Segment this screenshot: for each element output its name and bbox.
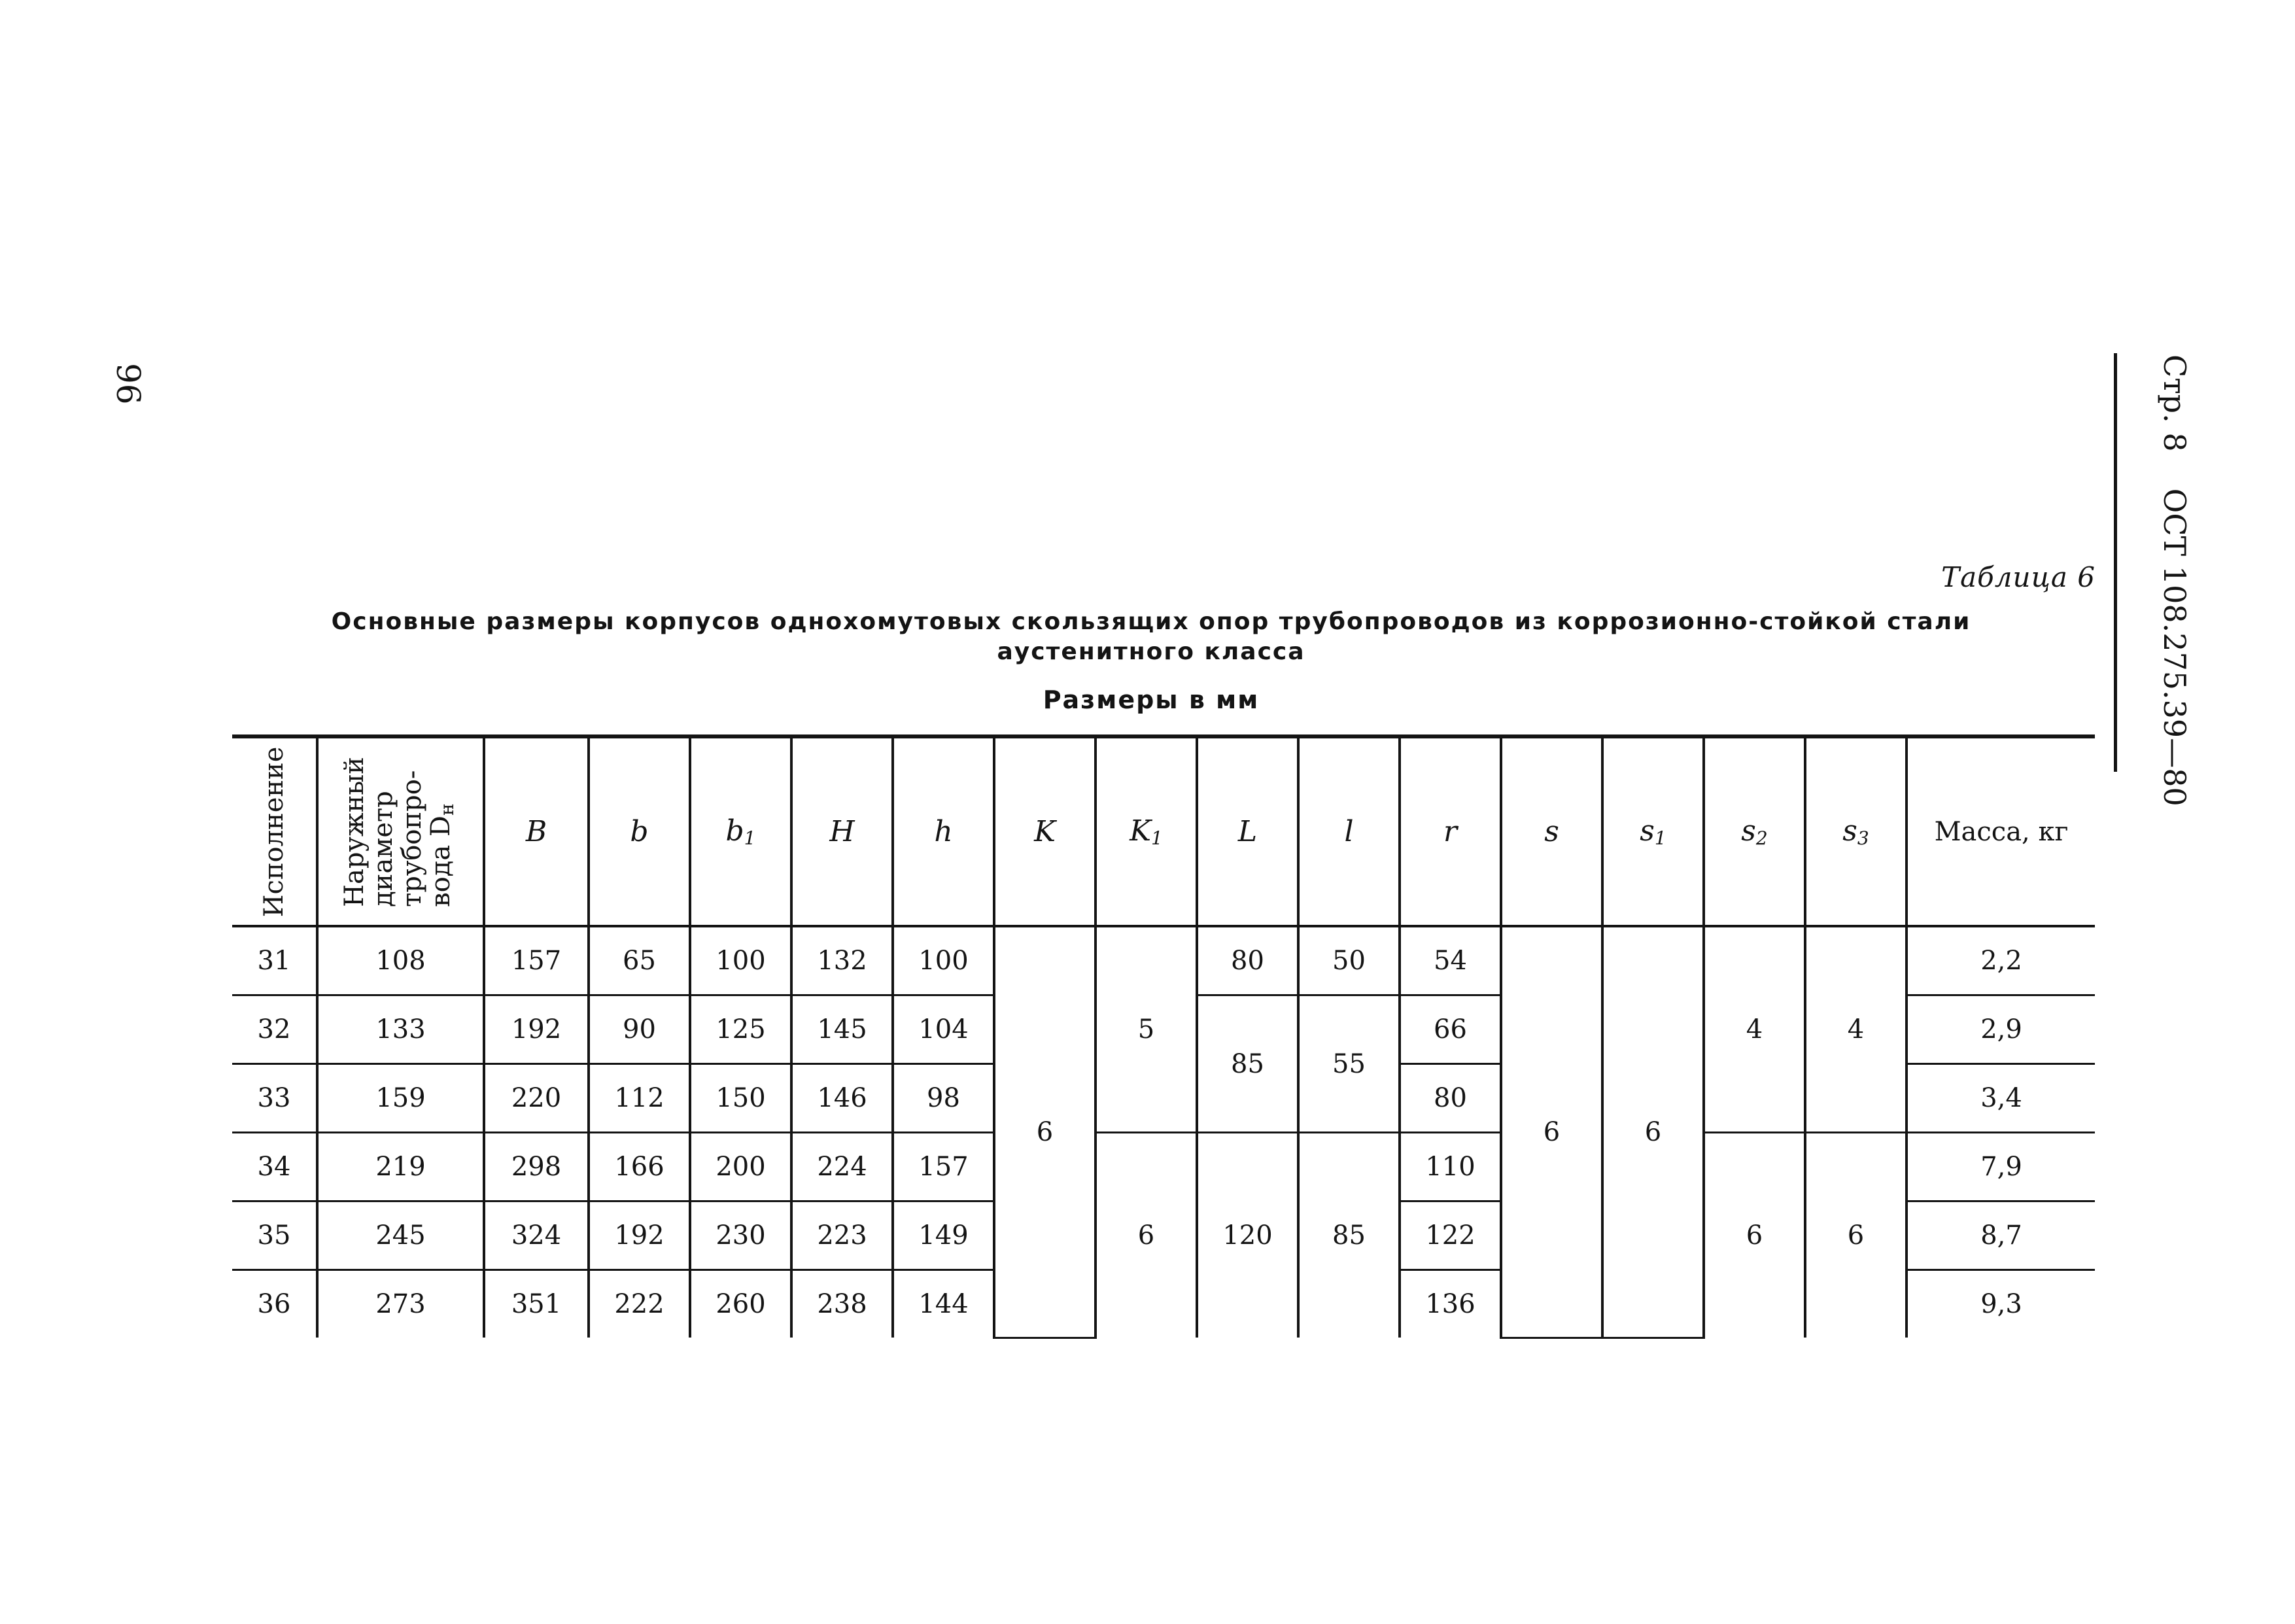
col-s2-sub: 2 bbox=[1755, 827, 1768, 849]
cell-diameter: 159 bbox=[317, 1064, 484, 1133]
cell-r: 80 bbox=[1400, 1064, 1501, 1133]
cell-s-merged: 6 bbox=[1501, 926, 1602, 1338]
cell-s1-merged: 6 bbox=[1602, 926, 1704, 1338]
cell-H: 238 bbox=[791, 1270, 893, 1338]
col-B: B bbox=[484, 736, 589, 926]
cell-H: 223 bbox=[791, 1201, 893, 1270]
cell-diameter: 133 bbox=[317, 995, 484, 1064]
cell-L-c: 120 bbox=[1197, 1133, 1298, 1338]
cell-mass: 8,7 bbox=[1907, 1201, 2095, 1270]
col-h: h bbox=[893, 736, 994, 926]
col-s1-label: s bbox=[1640, 814, 1655, 848]
cell-variant: 31 bbox=[232, 926, 317, 995]
cell-L-b: 85 bbox=[1197, 995, 1298, 1133]
cell-variant: 32 bbox=[232, 995, 317, 1064]
units-note: Размеры в мм bbox=[1043, 685, 1260, 714]
cell-r: 110 bbox=[1400, 1133, 1501, 1201]
cell-mass: 9,3 bbox=[1907, 1270, 2095, 1338]
col-s1 bbox=[1602, 736, 1704, 926]
col-diameter-line4: вода D bbox=[425, 815, 456, 907]
dimensions-table bbox=[232, 734, 2095, 1339]
col-diameter-line1: Наружный bbox=[339, 756, 370, 907]
col-b1 bbox=[690, 736, 791, 926]
cell-K-merged: 6 bbox=[994, 926, 1096, 1338]
cell-diameter: 273 bbox=[317, 1270, 484, 1338]
table-label: Таблица 6 bbox=[1941, 561, 2096, 593]
cell-b1: 125 bbox=[690, 995, 791, 1064]
cell-h: 104 bbox=[893, 995, 994, 1064]
col-mass: Масса, кг bbox=[1907, 736, 2095, 926]
cell-b: 222 bbox=[589, 1270, 690, 1338]
page-label: Стр. 8 bbox=[2157, 354, 2192, 452]
col-diameter-sub: н bbox=[436, 803, 458, 816]
col-s3-label: s bbox=[1842, 814, 1857, 848]
cell-b1: 150 bbox=[690, 1064, 791, 1133]
cell-B: 324 bbox=[484, 1201, 589, 1270]
col-s1-sub: 1 bbox=[1654, 827, 1666, 849]
cell-s3-merged-b: 6 bbox=[1805, 1133, 1907, 1338]
col-r: r bbox=[1400, 736, 1501, 926]
cell-H: 145 bbox=[791, 995, 893, 1064]
col-K: K bbox=[994, 736, 1096, 926]
col-s3-sub: 3 bbox=[1857, 827, 1869, 849]
cell-H: 146 bbox=[791, 1064, 893, 1133]
cell-h: 100 bbox=[893, 926, 994, 995]
cell-B: 351 bbox=[484, 1270, 589, 1338]
cell-B: 192 bbox=[484, 995, 589, 1064]
cell-diameter: 219 bbox=[317, 1133, 484, 1201]
col-b1-sub: 1 bbox=[744, 827, 756, 849]
cell-K1-merged-a: 5 bbox=[1096, 926, 1197, 1133]
cell-variant: 36 bbox=[257, 1289, 291, 1319]
cell-mass: 2,9 bbox=[1907, 995, 2095, 1064]
table-title-line2: аустенитного класса bbox=[997, 638, 1305, 665]
col-diameter-label bbox=[340, 757, 462, 907]
cell-b: 166 bbox=[589, 1133, 690, 1201]
cell-h: 149 bbox=[893, 1201, 994, 1270]
col-K1-sub: 1 bbox=[1151, 827, 1163, 849]
cell-s2-merged-a: 4 bbox=[1704, 926, 1805, 1133]
cell-diameter: 108 bbox=[317, 926, 484, 995]
cell-b1: 100 bbox=[690, 926, 791, 995]
col-variant bbox=[232, 736, 317, 926]
col-H: H bbox=[791, 736, 893, 926]
cell-h: 157 bbox=[893, 1133, 994, 1201]
cell-B: 298 bbox=[484, 1133, 589, 1201]
cell-b: 112 bbox=[589, 1064, 690, 1133]
col-diameter bbox=[317, 736, 484, 926]
cell-K1-merged-b: 6 bbox=[1096, 1133, 1197, 1338]
page-number: 96 bbox=[109, 363, 147, 405]
col-L: L bbox=[1197, 736, 1298, 926]
cell-l-b: 55 bbox=[1298, 995, 1400, 1133]
table-row bbox=[232, 926, 2095, 995]
col-b1-label: b bbox=[725, 814, 744, 848]
table-title bbox=[307, 607, 1995, 667]
cell-diameter: 245 bbox=[317, 1201, 484, 1270]
col-K1 bbox=[1096, 736, 1197, 926]
cell-b: 90 bbox=[589, 995, 690, 1064]
cell-r: 136 bbox=[1400, 1270, 1501, 1338]
col-diameter-line3: трубопро- bbox=[396, 770, 427, 907]
cell-h: 98 bbox=[893, 1064, 994, 1133]
cell-l-c: 85 bbox=[1298, 1133, 1400, 1338]
cell-H: 224 bbox=[791, 1133, 893, 1201]
col-s: s bbox=[1501, 736, 1602, 926]
cell-b1: 200 bbox=[690, 1133, 791, 1201]
col-s3 bbox=[1805, 736, 1907, 926]
header-rule bbox=[2114, 353, 2117, 772]
cell-B: 157 bbox=[484, 926, 589, 995]
table-row bbox=[232, 1133, 2095, 1201]
col-l: l bbox=[1298, 736, 1400, 926]
cell-r: 54 bbox=[1400, 926, 1501, 995]
cell-mass: 3,4 bbox=[1907, 1064, 2095, 1133]
cell-mass: 7,9 bbox=[1907, 1133, 2095, 1201]
cell-mass: 2,2 bbox=[1907, 926, 2095, 995]
header-row bbox=[232, 736, 2095, 926]
table-title-line1: Основные размеры корпусов однохомутовых скользящих опор трубопроводов из коррозионно-стойкой стали bbox=[331, 608, 1971, 635]
cell-b: 192 bbox=[589, 1201, 690, 1270]
standard-code: ОСТ 108.275.39—80 bbox=[2157, 488, 2192, 806]
cell-variant: 34 bbox=[232, 1133, 317, 1201]
cell-l-a: 50 bbox=[1298, 926, 1400, 995]
cell-b: 65 bbox=[589, 926, 690, 995]
cell-r: 66 bbox=[1400, 995, 1501, 1064]
col-variant-label: Исполнение bbox=[259, 746, 289, 917]
cell-L-a: 80 bbox=[1197, 926, 1298, 995]
cell-r: 122 bbox=[1400, 1201, 1501, 1270]
cell-variant: 33 bbox=[232, 1064, 317, 1133]
cell-variant: 35 bbox=[232, 1201, 317, 1270]
document-header bbox=[2157, 354, 2192, 806]
col-K1-label: K bbox=[1130, 814, 1152, 848]
cell-b1: 260 bbox=[690, 1270, 791, 1338]
col-b: b bbox=[589, 736, 690, 926]
cell-B: 220 bbox=[484, 1064, 589, 1133]
col-s2 bbox=[1704, 736, 1805, 926]
col-s2-label: s bbox=[1741, 814, 1756, 848]
cell-s2-merged-b: 6 bbox=[1704, 1133, 1805, 1338]
cell-H: 132 bbox=[791, 926, 893, 995]
cell-h: 144 bbox=[893, 1270, 994, 1338]
cell-s3-merged-a: 4 bbox=[1805, 926, 1907, 1133]
col-diameter-line2: диаметр bbox=[368, 790, 398, 907]
cell-b1: 230 bbox=[690, 1201, 791, 1270]
